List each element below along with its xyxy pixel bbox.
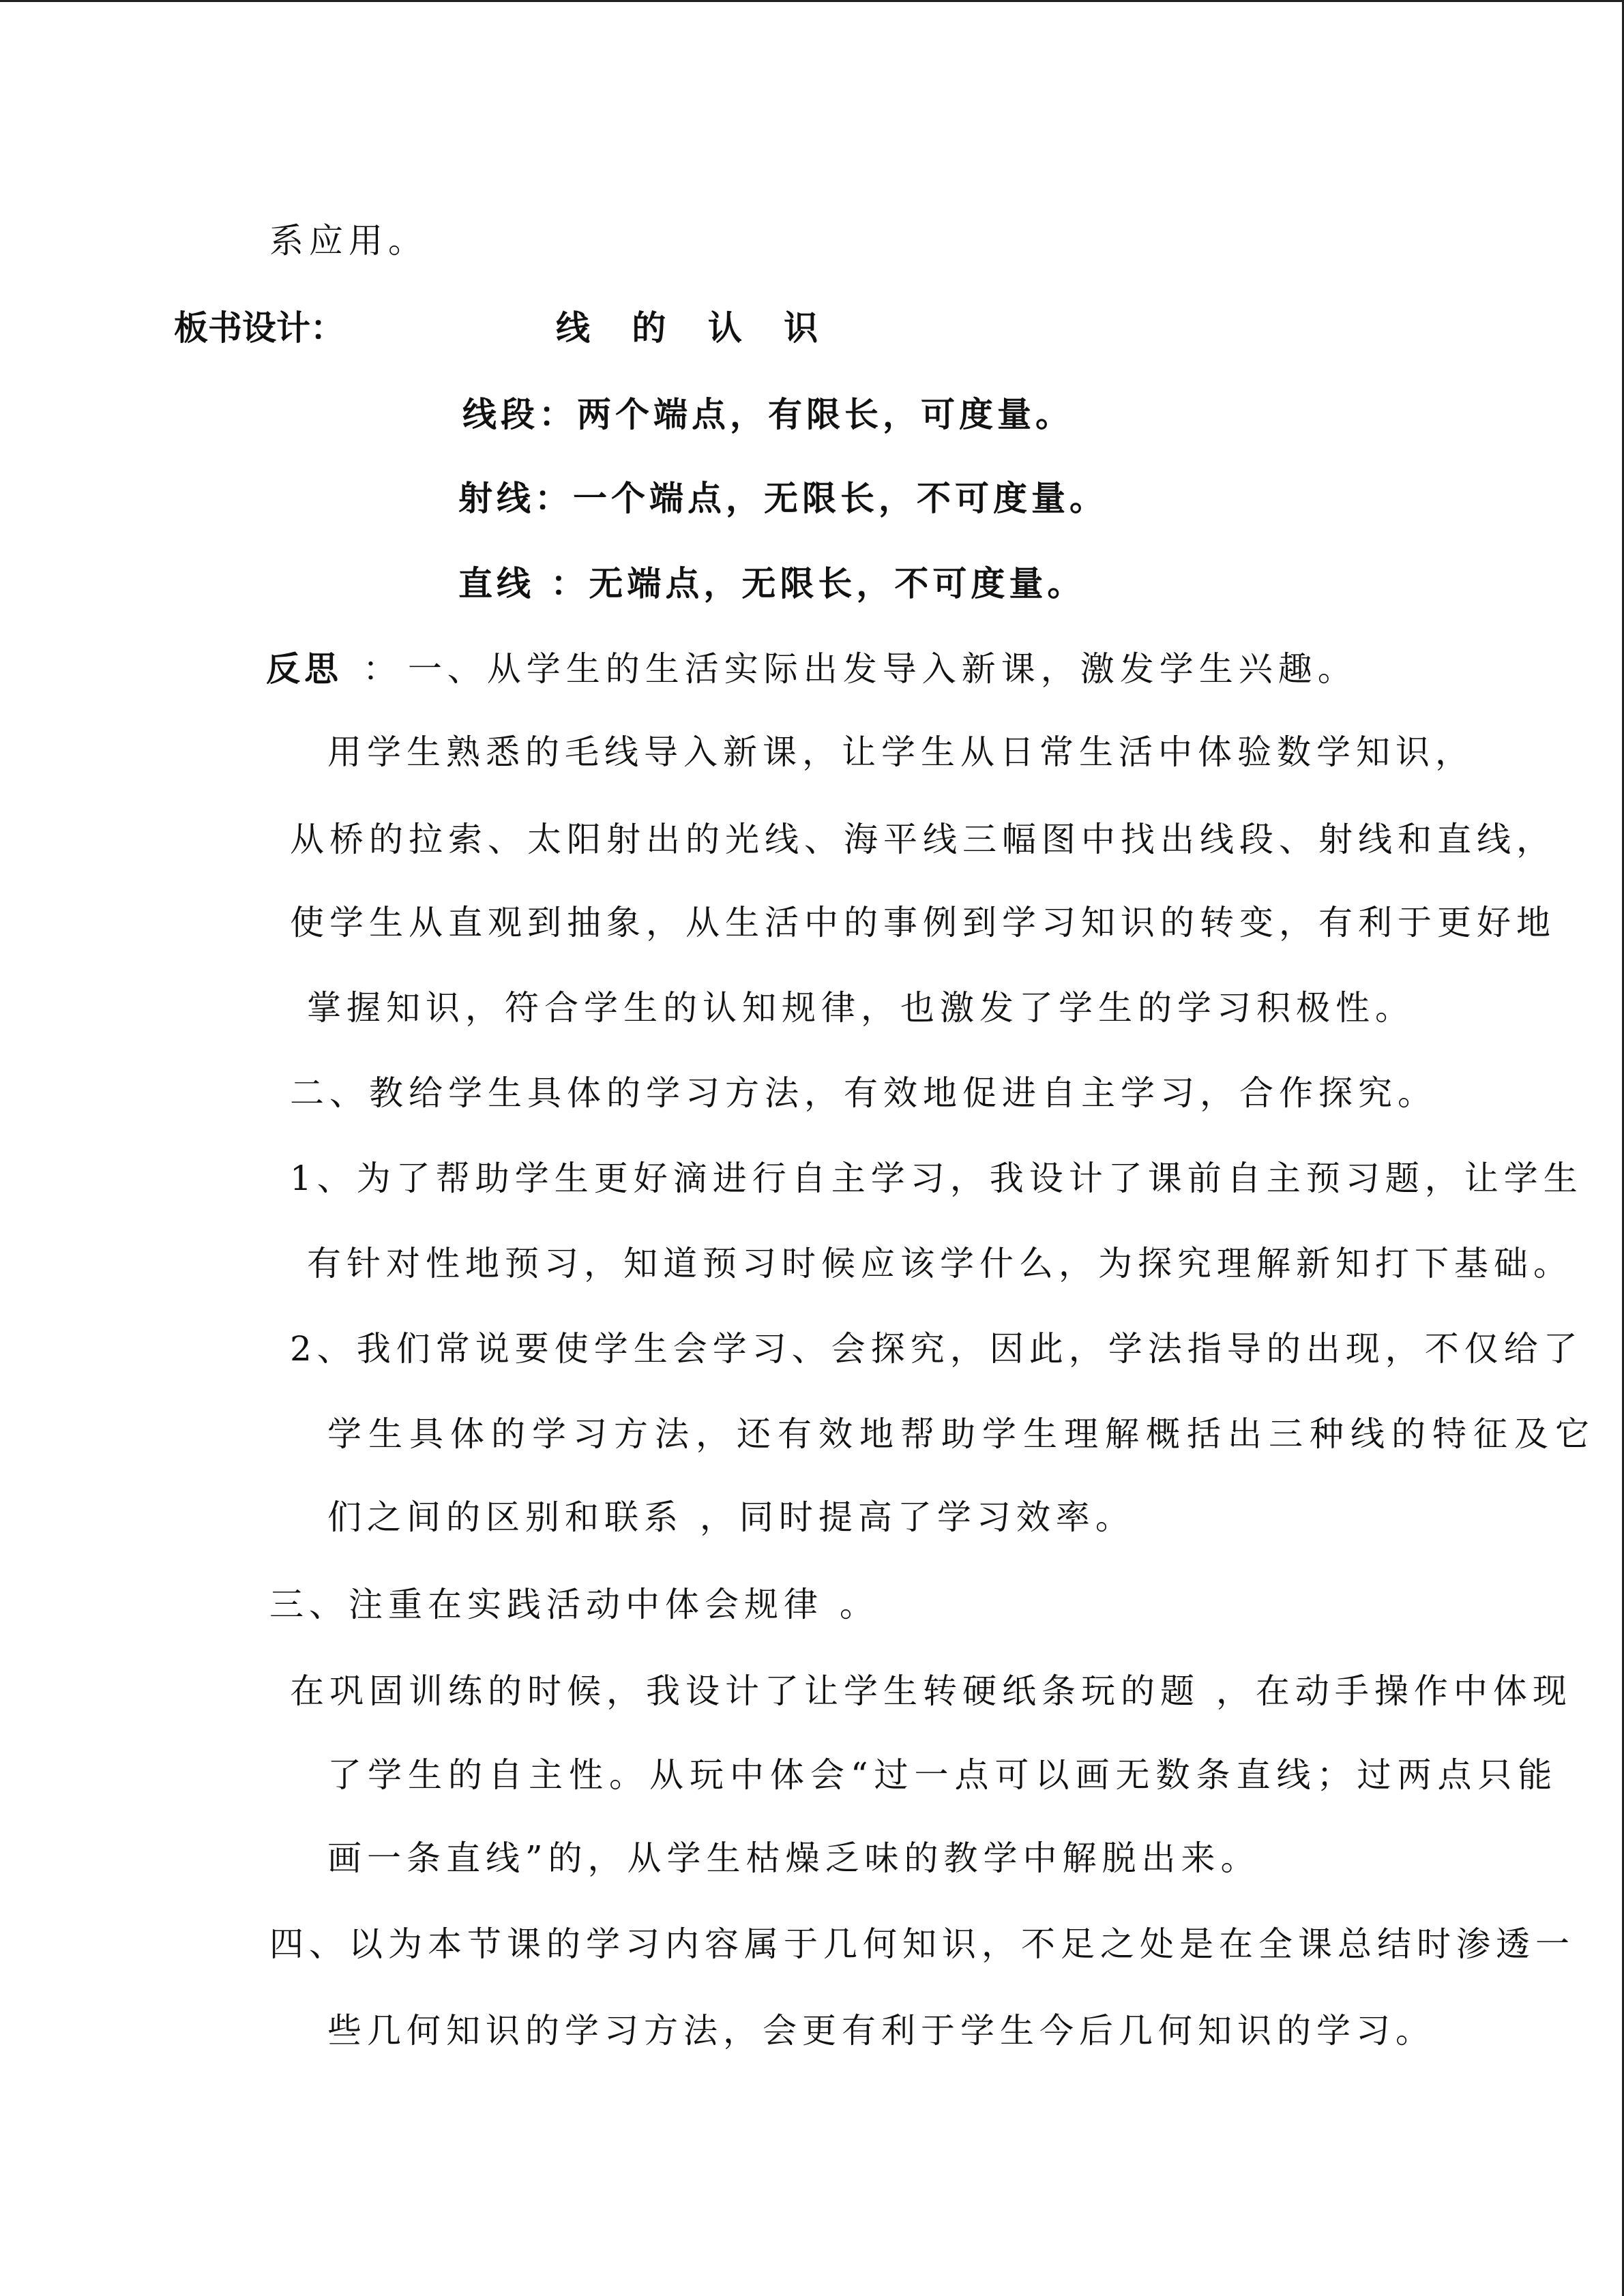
list-item-1-cont: 有针对性地预习，知道预习时候应该学什么，为探究理解新知打下基础。 [307,1244,1573,1283]
list-item-2-cont: 学生具体的学习方法，还有效地帮助学生理解概括出三种线的特征及它 [327,1414,1596,1454]
paragraph-line: 了学生的自主性。从玩中体会“过一点可以画无数条直线；过两点只能 [327,1755,1559,1795]
intro-tail-line: 系应用。 [269,221,428,260]
board-line-ray: 射线：一个端点，无限长，不可度量。 [458,478,1108,518]
list-item-1: 1、为了帮助学生更好滴进行自主学习，我设计了课前自主预习题，让学生 [290,1159,1583,1198]
paragraph-line: 在巩固训练的时候，我设计了让学生转硬纸条玩的题 ，在动手操作中体现 [290,1671,1572,1711]
list-item-2-cont: 们之间的区别和联系 ，同时提高了学习效率。 [327,1497,1135,1537]
list-item-2: 2、我们常说要使学生会学习、会探究，因此，学法指导的出现，不仅给了 [290,1329,1583,1369]
board-title: 线 的 认 识 [556,308,833,348]
reflection-point-4: 四、以为本节课的学习内容属于几何知识，不足之处是在全课总结时渗透一 [269,1924,1575,1964]
paragraph-line: 从桥的拉索、太阳射出的光线、海平线三幅图中找出线段、射线和直线， [290,820,1556,859]
reflection-colon: ： [362,649,397,689]
paragraph-line: 画一条直线”的，从学生枯燥乏味的教学中解脱出来。 [327,1838,1260,1878]
paragraph-line: 掌握知识，符合学生的认知规律，也激发了学生的学习积极性。 [307,988,1415,1028]
reflection-heading [266,648,1357,689]
reflection-label: 反思 [266,648,342,689]
reflection-point-1: 一、从学生的生活实际出发导入新课，激发学生兴趣。 [407,649,1357,689]
reflection-point-3: 三、注重在实践活动中体会规律 。 [269,1585,879,1624]
board-line-segment: 线段：两个端点，有限长，可度量。 [462,394,1074,434]
paragraph-line: 用学生熟悉的毛线导入新课，让学生从日常生活中体验数学知识， [327,732,1475,772]
board-line-straight: 直线 ：无端点，无限长，不可度量。 [458,563,1086,603]
paragraph-line: 使学生从直观到抽象，从生活中的事例到学习知识的转变，有利于更好地 [290,903,1556,942]
reflection-point-4-cont: 些几何知识的学习方法，会更有利于学生今后几何知识的学习。 [327,2011,1435,2051]
board-design-label: 板书设计： [174,308,344,348]
reflection-point-2: 二、教给学生具体的学习方法，有效地促进自主学习，合作探究。 [290,1073,1437,1113]
